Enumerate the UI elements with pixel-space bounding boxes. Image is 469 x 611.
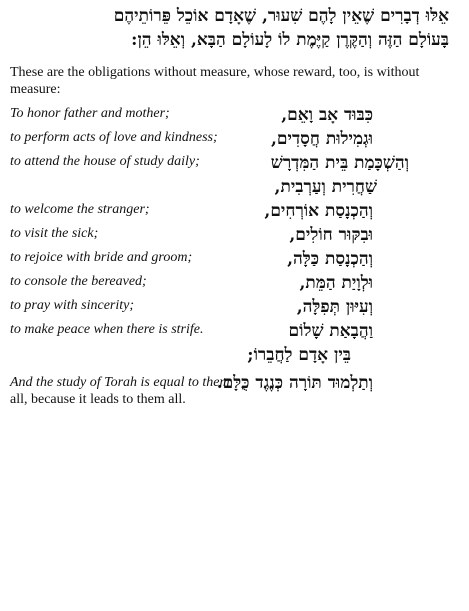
intro-hebrew-line-2: בָּעוֹלָם הַזֶּה וְהַקֶּרֶן קַיֶּמֶת לוֹ לָעוֹלָם הַבָּא, וְאֵלּוּ הֵן: [131,30,449,50]
item-hebrew: וְהַשְׁכָּמַת בֵּית הַמִּדְרָשׁ [270,153,409,173]
list-item [0,104,469,128]
item-hebrew: וְהַכְנָסַת כַּלָּה, [287,249,373,269]
item-english: to rejoice with bride and groom; [10,250,193,265]
closing-english-upright: all, because it leads to them all. [10,392,186,407]
item-hebrew: כִּבּוּד אָב וָאֵם, [281,105,373,125]
list-item [0,224,469,248]
item-hebrew: וּלְוָיַת הַמֵּת, [299,273,373,293]
item-hebrew: וְהַכְנָסַת אוֹרְחִים, [264,201,373,221]
list-item [0,248,469,272]
closing-english-italic: And the study of Torah is equal to them [10,375,230,390]
list-item [0,200,469,224]
list-item [0,128,469,152]
list-item [0,272,469,296]
intro-english: These are the obligations without measure, whose reward, too, is without measure: [10,65,420,97]
item-hebrew: וּבִקּוּר חוֹלִים, [289,225,373,245]
item-english: to pray with sincerity; [10,298,135,313]
item-hebrew-continuation: בֵּין אָדָם לַחֲבֵרוֹ; [247,345,351,365]
closing-hebrew: וְתַלְמוּד תּוֹרָה כְּנֶגֶד כֻּלָּם. [216,373,373,393]
item-english: to perform acts of love and kindness; [10,130,218,145]
item-english: to attend the house of study daily; [10,154,200,169]
item-english: to console the bereaved; [10,274,147,289]
item-english: to make peace when there is strife. [10,322,204,337]
item-english: To honor father and mother; [10,106,170,121]
list-item [0,320,469,344]
item-english: to visit the sick; [10,226,99,241]
list-item [0,152,469,176]
item-hebrew-continuation: שַׁחֲרִית וְעַרְבִית, [274,177,377,197]
item-hebrew: וּגְמִילוּת חֲסָדִים, [271,129,373,149]
list-item [0,296,469,320]
item-hebrew: וַהֲבָאַת שָׁלוֹם [288,321,373,341]
item-hebrew: וְעִיּוּן תְּפִלָּה, [296,297,373,317]
item-english: to welcome the stranger; [10,202,150,217]
intro-hebrew-line-1: אֵלּוּ דְבָרִים שֶׁאֵין לָהֶם שִׁעוּר, שֶׁאָדָם אוֹכֵל פֵּרוֹתֵיהֶם [113,6,449,26]
